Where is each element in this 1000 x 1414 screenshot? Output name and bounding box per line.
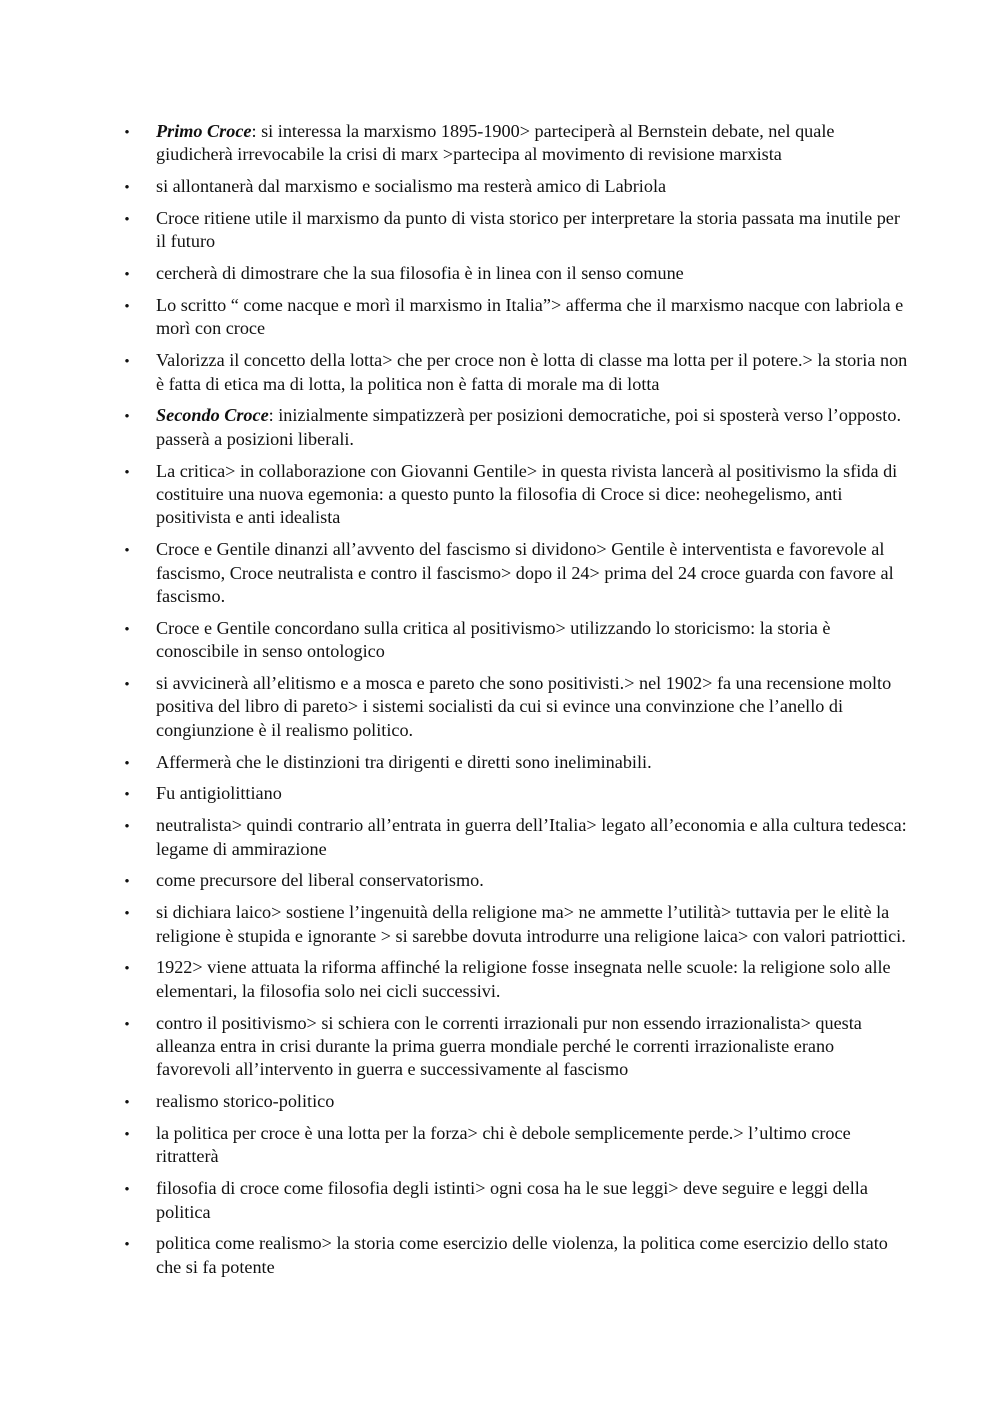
bullet-icon [122, 349, 132, 374]
list-item [122, 672, 912, 742]
bullet-list [122, 120, 912, 1288]
bullet-icon [122, 460, 132, 485]
list-item [122, 869, 912, 892]
bullet-icon [122, 1177, 132, 1202]
bullet-icon [122, 1122, 132, 1147]
item-text: neutralista> quindi contrario all’entrata in guerra dell’Italia> legato all’economia e alla cultura tedesca: legame di ammirazione [156, 815, 907, 859]
list-item [122, 120, 912, 167]
bullet-icon [122, 782, 132, 807]
list-item [122, 207, 912, 254]
bullet-icon [122, 814, 132, 839]
list-item [122, 1012, 912, 1082]
bullet-icon [122, 120, 132, 145]
item-text: la politica per croce è una lotta per la forza> chi è debole semplicemente perde.> l’ultimo croce ritratterà [156, 1123, 851, 1167]
bullet-icon [122, 262, 132, 287]
bullet-icon [122, 617, 132, 642]
bullet-icon [122, 294, 132, 319]
item-text: Croce e Gentile dinanzi all’avvento del fascismo si dividono> Gentile è interventista e favorevole al fascismo, Croce neutralista e contro il fascismo> dopo il 24> prima del 24 croce guarda con favore al fascismo. [156, 539, 894, 607]
bullet-icon [122, 869, 132, 894]
item-text: Valorizza il concetto della lotta> che per croce non è lotta di classe ma lotta per il potere.> la storia non è fatta di etica ma di lotta, la politica non è fatta di morale ma di lotta [156, 350, 908, 394]
item-text: si dichiara laico> sostiene l’ingenuità della religione ma> ne ammette l’utilità> tuttavia per le elitè la religione è stupida e ignorante > si sarebbe dovuta introdurre una religione laica> con valori patriottici. [156, 902, 906, 946]
item-text: Lo scritto “ come nacque e morì il marxismo in Italia”> afferma che il marxismo nacque con labriola e morì con croce [156, 295, 904, 339]
list-item [122, 617, 912, 664]
item-text: La critica> in collaborazione con Giovanni Gentile> in questa rivista lancerà al positivismo la sfida di costituire una nuova egemonia: a questo punto la filosofia di Croce si dice: neohegelismo, anti positivista e anti idealista [156, 460, 898, 528]
item-text: cercherà di dimostrare che la sua filosofia è in linea con il senso comune [156, 263, 684, 284]
list-item [122, 782, 912, 805]
item-text: Croce ritiene utile il marxismo da punto di vista storico per interpretare la storia passata ma inutile per il futuro [156, 208, 900, 252]
bullet-icon [122, 672, 132, 697]
list-item [122, 1177, 912, 1224]
list-item [122, 751, 912, 774]
list-item [122, 901, 912, 948]
bullet-icon [122, 1232, 132, 1257]
list-item [122, 349, 912, 396]
list-item [122, 262, 912, 285]
item-text: contro il positivismo> si schiera con le correnti irrazionali pur non essendo irrazionalista> questa alleanza entra in crisi durante la prima guerra mondiale perché le correnti irrazionaliste erano favorevoli all’intervento in guerra e successivamente al fascismo [156, 1012, 862, 1080]
list-item [122, 1122, 912, 1169]
bullet-icon [122, 1012, 132, 1037]
list-item [122, 1232, 912, 1279]
item-text: realismo storico-politico [156, 1091, 335, 1112]
item-text: Affermerà che le distinzioni tra dirigenti e diretti sono ineliminabili. [156, 751, 652, 772]
bullet-icon [122, 404, 132, 429]
bullet-icon [122, 956, 132, 981]
item-text: 1922> viene attuata la riforma affinché la religione fosse insegnata nelle scuole: la religione solo alle elementari, la filosofia solo nei cicli successivi. [156, 957, 891, 1001]
list-item [122, 294, 912, 341]
list-item [122, 460, 912, 530]
list-item [122, 175, 912, 198]
item-text: politica come realismo> la storia come esercizio delle violenza, la politica come esercizio dello stato che si fa potente [156, 1233, 888, 1277]
item-text: : si interessa la marxismo 1895-1900> parteciperà al Bernstein debate, nel quale giudicherà irrevocabile la crisi di marx >partecipa al movimento di revisione marxista [156, 121, 835, 165]
bullet-icon [122, 175, 132, 200]
bullet-icon [122, 1090, 132, 1115]
item-lead: Primo Croce [156, 121, 252, 141]
item-lead: Secondo Croce [156, 405, 269, 426]
bullet-icon [122, 207, 132, 232]
item-text: Croce e Gentile concordano sulla critica al positivismo> utilizzando lo storicismo: la storia è conoscibile in senso ontologico [156, 617, 831, 662]
bullet-icon [122, 751, 132, 776]
item-text: si allontanerà dal marxismo e socialismo ma resterà amico di Labriola [156, 176, 667, 197]
item-text: Fu antigiolittiano [156, 783, 282, 804]
item-text: : inizialmente simpatizzerà per posizioni democratiche, poi si sposterà verso l’opposto. passerà a posizioni liberali. [156, 405, 901, 449]
list-item [122, 1090, 912, 1113]
list-item [122, 404, 912, 451]
bullet-icon [122, 538, 132, 563]
item-text: si avvicinerà all’elitismo e a mosca e pareto che sono positivisti.> nel 1902> fa una recensione molto positiva del libro di pareto> i sistemi socialisti da cui si evince una convinzione che l’anello di congiunzione è il realismo politico. [156, 673, 892, 740]
item-text: filosofia di croce come filosofia degli istinti> ogni cosa ha le sue leggi> deve seguire e leggi della politica [156, 1178, 868, 1222]
list-item [122, 956, 912, 1003]
list-item [122, 814, 912, 861]
list-item [122, 538, 912, 608]
item-text: come precursore del liberal conservatorismo. [156, 870, 484, 891]
bullet-icon [122, 901, 132, 926]
